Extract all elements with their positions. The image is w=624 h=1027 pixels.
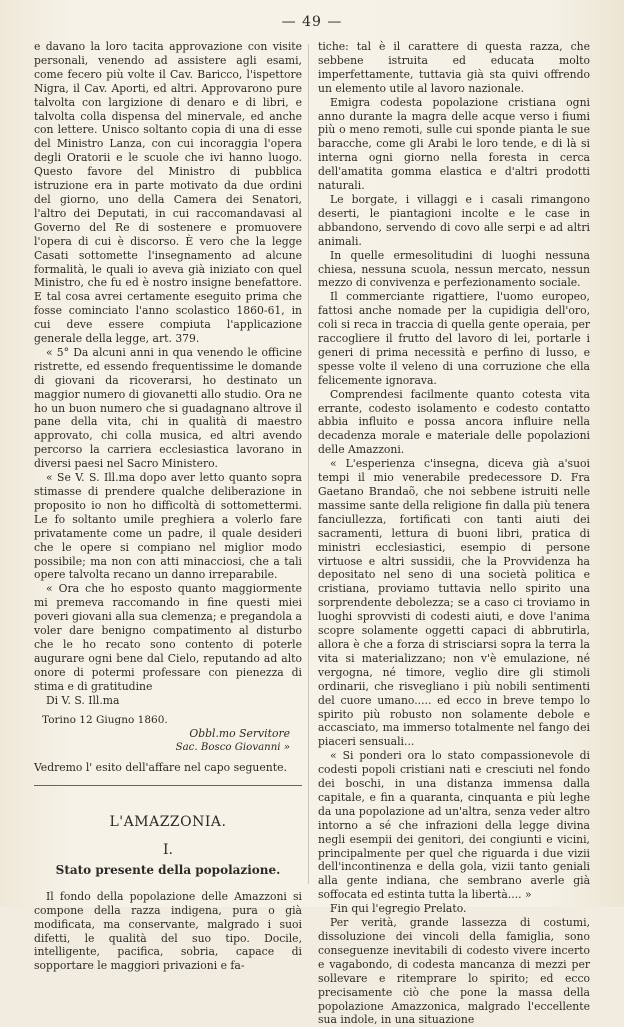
right-paragraph-10: Per verità, grande lassezza di costumi, dissoluzione dei vincoli della famiglia, sono conseguenze inevitabili di codesto vivere incerto e vagabondo, di codesta mancanza di mezzi per sollevare e ritemprare lo spirito; ed ecco precisamente ciò che pone la massa della popolazione Amazzonica, malgrado l'eccellente sua indole, in una situazione (318, 916, 590, 1027)
left-paragraph-1: e davano la loro tacita approvazione con visite personali, venendo ad assistere agli esami, come fecero più volte il Cav. Baricco, l'ispettore Nigra, il Cav. Aporti, ed altri. Approvarono pure talvolta con largizione di denaro e di libri, e talvolta colla dispensa del minervale, ed anche con lettere. Unisco soltanto copia di una di esse del Ministro Lanza, con cui incoraggia l'opera degli Oratorii e le scuole che ivi hanno luogo. Questo favore del Ministro di pubblica istruzione era in parte motivato da due ordini del giorno, uno della Camera dei Senatori, l'altro dei Deputati, in cui raccomandavasi al Governo del Re di sostenere e promuovere l'opera di cui è discorso. È vero che la legge Casati sottomette l'insegnamento ad alcune formalità, le quali io aveva già iniziato con quel Ministro, che fu ed è nostro insigne benefattore. E tal cosa avrei certamente eseguito prima che fosse cominciato l'anno scolastico 1860-61, in cui deve essere compiuta l'applicazione generale della legge, art. 379. (34, 40, 302, 346)
page-number: — 49 — (281, 14, 343, 30)
right-paragraph-4: In quelle ermesolitudini di luoghi nessuna chiesa, nessuna scuola, nessun mercato, nessun mezzo di convivenza e perfezionamento sociale. (318, 248, 590, 290)
letter-signature: Obbl.mo Servitore (189, 727, 290, 741)
right-paragraph-5: Il commerciante rigattiere, l'uomo europeo, fattosi anche nomade per la cupidigia dell'oro, coli si reca in traccia di quella gente operaia, per raccogliere il frutto del lavoro di lei, portarle i generi di prima necessità e perfino di lusso, e spesse volte il veleno di una corruzione che ella felicemente ignorava. (318, 290, 590, 387)
right-paragraph-8: « Si ponderi ora lo stato compassionevole di codesti popoli cristiani nati e cresciuti nel fondo dei boschi, in una distanza immensa dalla capitale, e fin a quaranta, cinquanta e più leghe da una popolazione ad un'altra, senza veder altro intorno a sé che infrazioni della legge divina negli esempii dei genitori, dei congiunti e vicini, principalmente per quel che riguarda i due vizii dell'incontinenza e della gola, vizii tanto geniali alla gente indiana, che sembrano averle già soffocata ed estinta tutta la libertà.... » (318, 749, 590, 902)
section-divider (34, 785, 302, 786)
letter-signature-name: Sac. Bosco Giovanni » (175, 742, 290, 754)
left-paragraph-3: « Se V. S. Ill.ma dopo aver letto quanto sopra stimasse di prendere qualche deliberazione in proposito io non ho difficoltà di sottomettermi. Le fo soltanto umile preghiera a volerlo fare privatamente come un padre, il quale desideri che le opere si compiano nel miglior modo possibile; ma non con atti minacciosi, che a tali opere talvolta recano un danno irreparabile. (34, 471, 302, 582)
right-paragraph-7: « L'esperienza c'insegna, diceva già a'suoi tempi il mio venerabile predecessore D. Fra Gaetano Brandaõ, che noi sebbene istruiti nelle massime sante della religione fin dalla più tenera fanciullezza, fortificati con tanti aiuti dei sacramenti, lettura di buoni libri, pratica di ministri ecclesiastici, esempio di persone virtuose e altri sussidii, che la Provvidenza ha depositato nel seno di una società politica e cristiana, proviamo tuttavia nello spirito una sorprendente debolezza; se a caso ci troviamo in luoghi sprovvisti di codesti aiuti, e dove l'anima scopre solamente oggetti capaci di abbrutirla, allora è che a forza di strisciarsi sopra la terra la vita si materializzano; non v'è emulazione, né vergogna, né timore, veglio dire gli stimoli ordinarii, che risvegliano i più nobili sentimenti del cuore umano..... ed ecco in breve tempo lo spirito più robusto non solamente debole e accasciato, ma immerso totalmente nel fango dei piaceri sensuali... (318, 457, 590, 749)
left-paragraph-2: « 5° Da alcuni anni in qua venendo le officine ristrette, ed essendo frequentissime le domande di giovani da ricoverarsi, ho destinato un maggior numero di giovanetti allo studio. Ora ne ho un buon numero che si guadagnano altrove il pane della vita, chi in qualità di maestro approvato, chi colla musica, ed altri avendo percorso la carriera ecclesiastica lavorano in diversi paesi nel Sacro Ministero. (34, 345, 302, 471)
section-number: I. (163, 842, 173, 859)
chapter-reference: Vedremo l' esito dell'affare nel capo seguente. (34, 761, 287, 775)
right-paragraph-2: Emigra codesta popolazione cristiana ogni anno durante la magra delle acque verso i fiumi più o meno remoti, sulle cui sponde pianta le sue baracche, come gli Arabi le loro tende, e di là si interna ogni giorno nella foresta in cerca dell'amatita gomma elastica e d'altri prodotti naturali. (318, 95, 590, 193)
column-divider (308, 44, 309, 884)
right-paragraph-9: Fin qui l'egregio Prelato. (330, 902, 467, 916)
right-column (318, 40, 590, 1027)
section-subtitle: Stato presente della popolazione. (55, 862, 281, 877)
section-title: L'AMAZZONIA. (109, 814, 227, 831)
letter-date: Torino 12 Giugno 1860. (42, 713, 168, 726)
right-paragraph-3: Le borgate, i villaggi e i casali rimangono deserti, le piantagioni incolte e le case in abbandono, servendo di covo alle serpi e ad altri animali. (318, 192, 590, 248)
left-paragraph-5: Il fondo della popolazione delle Amazzoni si compone della razza indigena, pura o già modificata, ma conservante, malgrado i suoi difetti, le qualità del suo tipo. Docile, intelligente, pacifica, sobria, capace di sopportare le maggiori privazioni e fa- (34, 889, 302, 973)
letter-closing: Di V. S. Ill.ma (46, 693, 120, 707)
left-column (34, 40, 302, 973)
right-paragraph-6: Comprendesi facilmente quanto cotesta vita errante, codesto isolamento e codesto contatto abbia influito e possa ancora influire nella decadenza morale e materiale delle popolazioni delle Amazzoni. (318, 387, 590, 457)
right-paragraph-1: tiche: tal è il carattere di questa razza, che sebbene istruita ed educata molto imperfettamente, tuttavia già sta quivi offrendo un elemento utile al lavoro nazionale. (318, 40, 590, 95)
left-paragraph-4: « Ora che ho esposto quanto maggiormente mi premeva raccomando in fine questi miei poveri giovani alla sua clemenza; e pregandola a voler dare benigno compatimento al disturbo che le ho recato sono contento di poterle augurare ogni bene dal Cielo, reputando ad alto onore di potermi professare con pienezza di stima e di gratitudine (34, 582, 302, 693)
